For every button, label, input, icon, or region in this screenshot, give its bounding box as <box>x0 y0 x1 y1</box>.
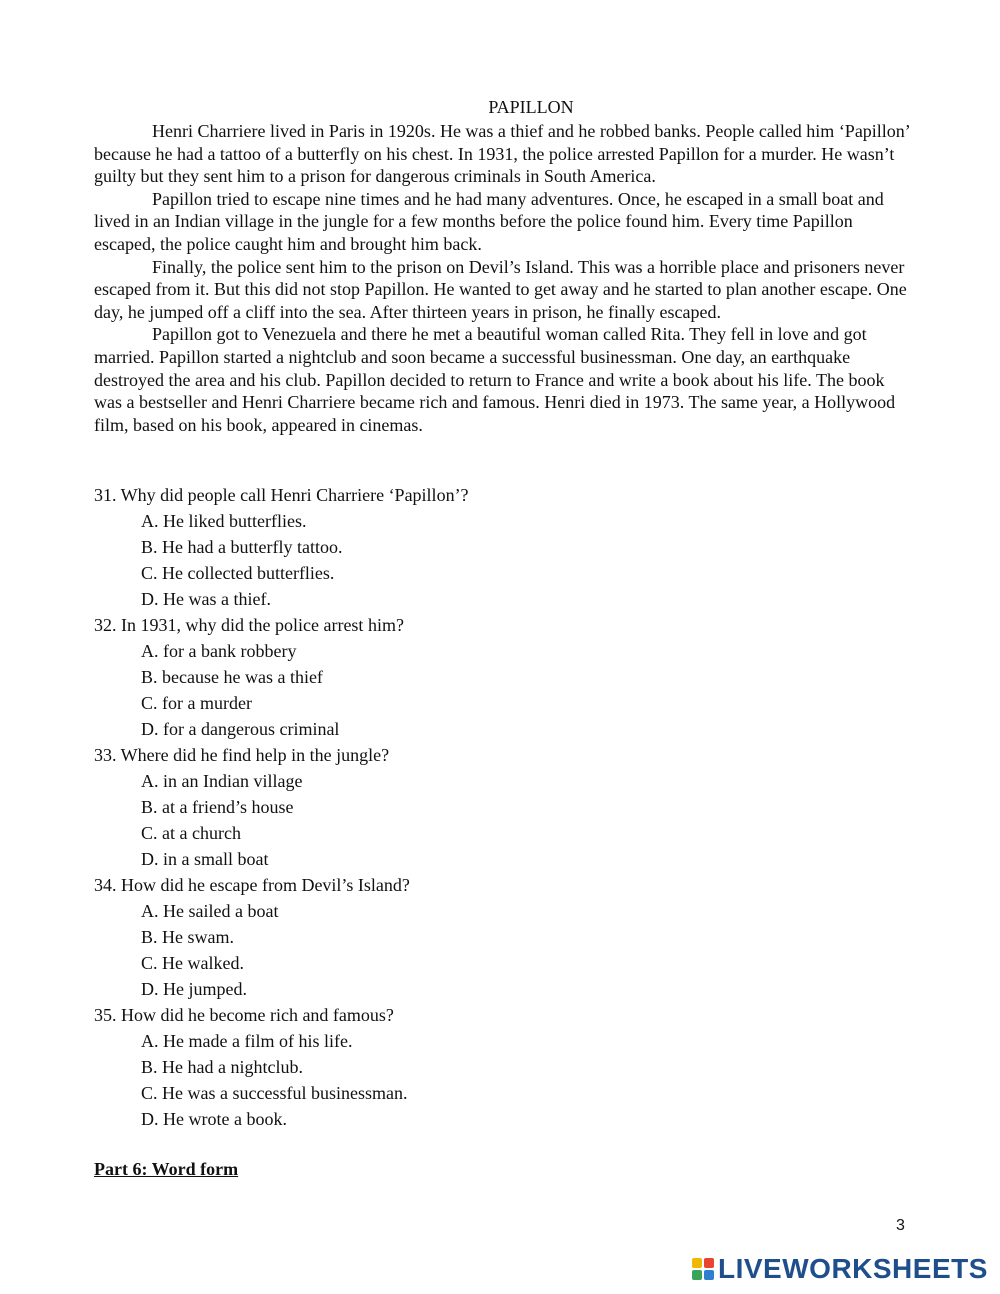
answer-option[interactable]: D. He wrote a book. <box>141 1109 287 1129</box>
answer-option[interactable]: B. at a friend’s house <box>141 797 294 817</box>
question-list <box>94 482 914 1132</box>
logo-square-icon <box>692 1270 702 1280</box>
question-text: 33. Where did he find help in the jungle? <box>94 745 390 765</box>
reading-passage <box>94 120 914 436</box>
question-31 <box>94 482 914 612</box>
logo-square-icon <box>692 1258 702 1268</box>
question-33 <box>94 742 914 872</box>
passage-paragraph: Papillon tried to escape nine times and he had many adventures. Once, he escaped in a small boat and lived in an Indian village in the jungle for a few months before the police found him. Every time Papillon escaped, the police caught him and brought him back. <box>94 188 884 254</box>
answer-option[interactable]: A. in an Indian village <box>141 771 303 791</box>
liveworksheets-logo-icon <box>692 1258 714 1280</box>
question-text: 32. In 1931, why did the police arrest him? <box>94 615 404 635</box>
question-text: 31. Why did people call Henri Charriere ‘Papillon’? <box>94 485 469 505</box>
page-number: 3 <box>896 1217 905 1234</box>
question-text: 34. How did he escape from Devil’s Island? <box>94 875 410 895</box>
question-35 <box>94 1002 914 1132</box>
answer-option[interactable]: A. He made a film of his life. <box>141 1031 353 1051</box>
answer-option[interactable]: C. He was a successful businessman. <box>141 1083 408 1103</box>
answer-option[interactable]: B. because he was a thief <box>141 667 323 687</box>
passage-title: PAPILLON <box>488 97 574 117</box>
question-text: 35. How did he become rich and famous? <box>94 1005 394 1025</box>
answer-option[interactable]: C. for a murder <box>141 693 252 713</box>
answer-option[interactable]: D. He jumped. <box>141 979 247 999</box>
passage-paragraph: Papillon got to Venezuela and there he met a beautiful woman called Rita. They fell in love and got married. Papillon started a nightclub and soon became a successful businessman. One day, an earthquake destroyed the area and his club. Papillon decided to return to France and write a book about his life. The book was a bestseller and Henri Charriere became rich and famous. Henri died in 1973. The same year, a Hollywood film, based on his book, appeared in cinemas. <box>94 324 896 435</box>
brand-watermark[interactable] <box>692 1253 988 1285</box>
answer-option[interactable]: B. He had a butterfly tattoo. <box>141 537 343 557</box>
answer-option[interactable]: D. He was a thief. <box>141 589 271 609</box>
answer-option[interactable]: B. He had a nightclub. <box>141 1057 303 1077</box>
brand-name: LIVEWORKSHEETS <box>718 1253 988 1284</box>
passage-paragraph: Finally, the police sent him to the prison on Devil’s Island. This was a horrible place and prisoners never escaped from it. But this did not stop Papillon. He wanted to get away and he started to plan another escape. One day, he jumped off a cliff into the sea. After thirteen years in prison, he finally escaped. <box>94 256 907 322</box>
question-32 <box>94 612 914 742</box>
answer-option[interactable]: D. for a dangerous criminal <box>141 719 340 739</box>
answer-option[interactable]: C. He collected butterflies. <box>141 563 335 583</box>
answer-option[interactable]: A. He sailed a boat <box>141 901 279 921</box>
question-34 <box>94 872 914 1002</box>
answer-option[interactable]: B. He swam. <box>141 927 234 947</box>
part-heading: Part 6: Word form <box>94 1159 239 1179</box>
logo-square-icon <box>704 1270 714 1280</box>
answer-option[interactable]: A. He liked butterflies. <box>141 511 307 531</box>
logo-square-icon <box>704 1258 714 1268</box>
answer-option[interactable]: C. He walked. <box>141 953 244 973</box>
answer-option[interactable]: A. for a bank robbery <box>141 641 297 661</box>
answer-option[interactable]: C. at a church <box>141 823 241 843</box>
passage-paragraph: Henri Charriere lived in Paris in 1920s. He was a thief and he robbed banks. People called him ‘Papillon’ because he had a tattoo of a butterfly on his chest. In 1931, the police arrested Papillon for a murder. He wasn’t guilty but they sent him to a prison for dangerous criminals in South America. <box>94 121 910 187</box>
answer-option[interactable]: D. in a small boat <box>141 849 269 869</box>
